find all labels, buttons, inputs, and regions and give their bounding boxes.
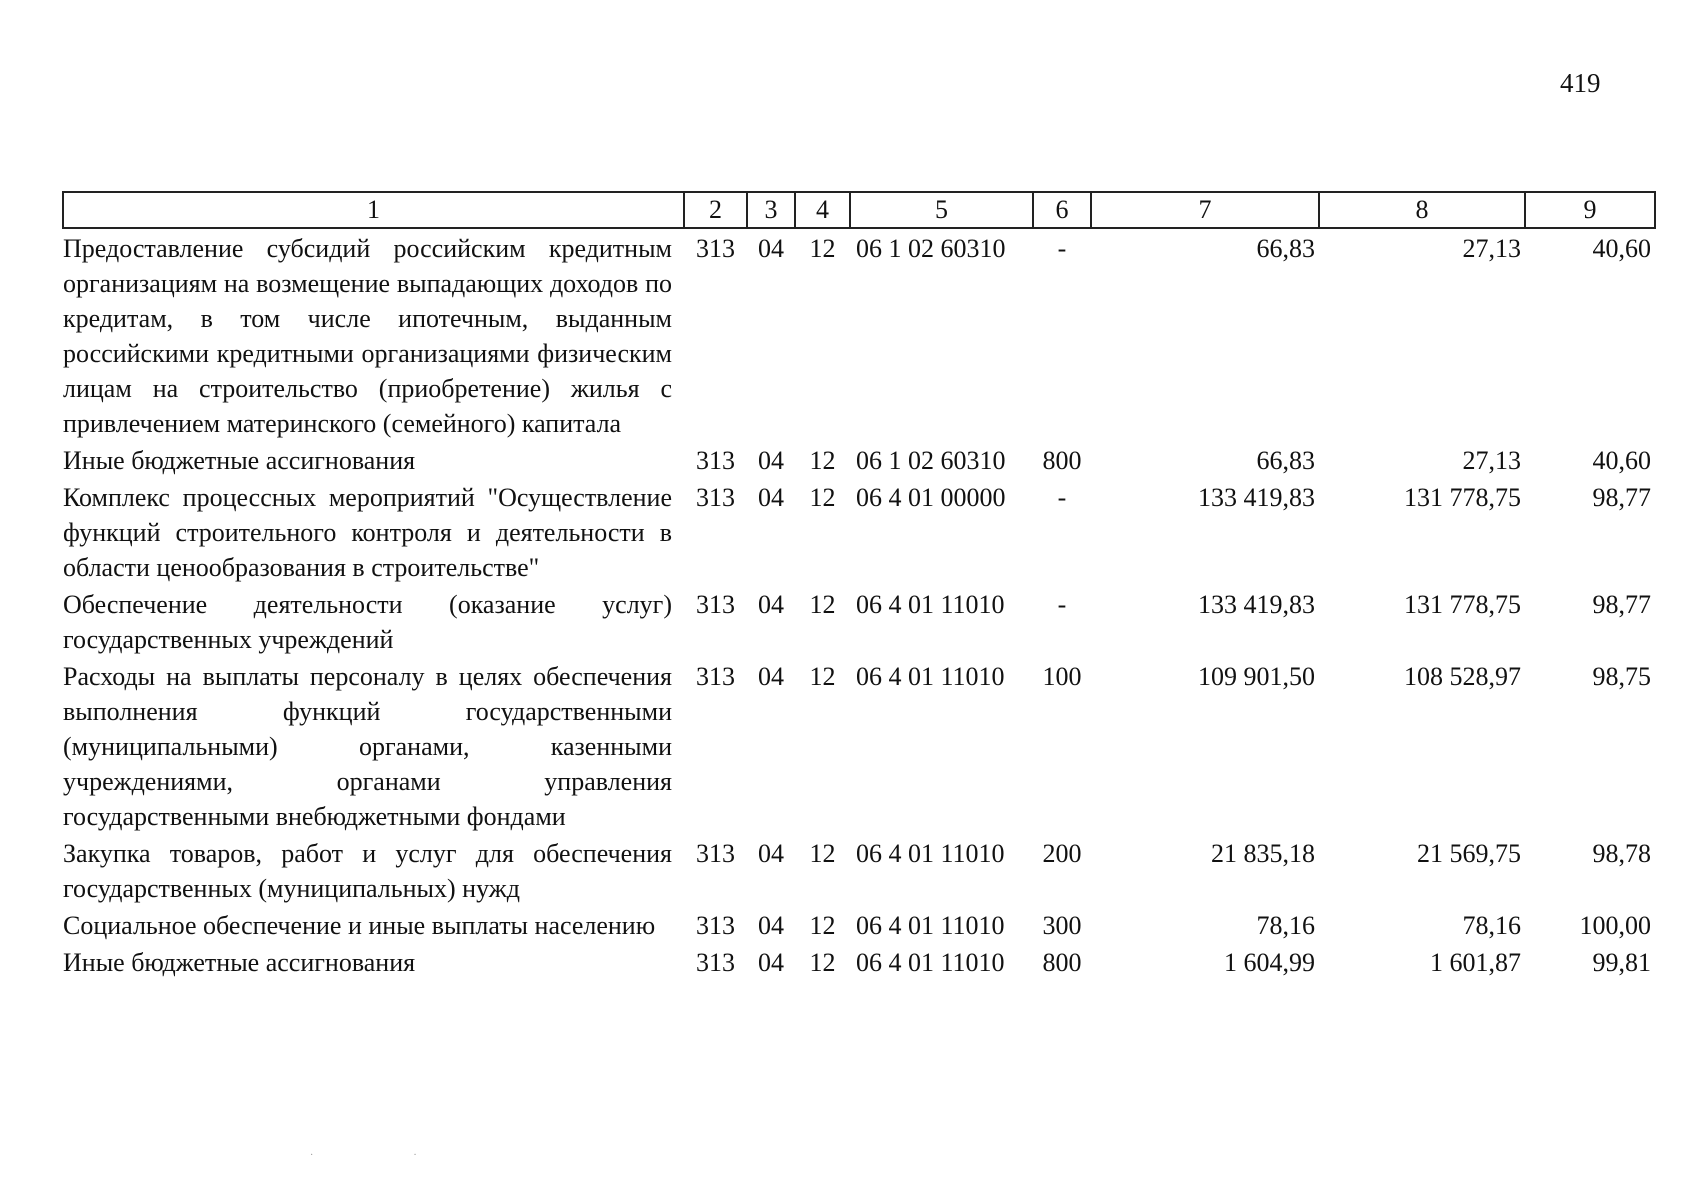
cell-executed: 131 778,75 xyxy=(1404,483,1521,512)
cell-expense-type: 200 xyxy=(1042,839,1082,868)
cell-subsection: 12 xyxy=(809,234,836,263)
header-col-1: 1 xyxy=(63,192,684,228)
cell-target-article: 06 1 02 60310 xyxy=(856,234,1006,263)
cell-percent: 98,77 xyxy=(1592,483,1651,512)
cell-percent: 98,78 xyxy=(1592,839,1651,868)
cell-subsection: 12 xyxy=(809,662,836,691)
cell-planned: 66,83 xyxy=(1256,446,1315,475)
header-col-6: 6 xyxy=(1033,192,1091,228)
cell-planned: 78,16 xyxy=(1256,911,1315,940)
cell-target-article: 06 1 02 60310 xyxy=(856,446,1006,475)
cell-admin-code: 313 xyxy=(696,911,735,940)
cell-section: 04 xyxy=(758,590,784,619)
page-number: 419 xyxy=(1560,68,1601,98)
cell-expense-type: 300 xyxy=(1042,911,1082,940)
cell-subsection: 12 xyxy=(809,590,836,619)
cell-section: 04 xyxy=(758,446,784,475)
cell-section: 04 xyxy=(758,911,784,940)
cell-planned: 133 419,83 xyxy=(1198,590,1315,619)
row-name: Обеспечение деятельности (оказание услуг) государственных учреждений xyxy=(63,590,672,654)
cell-percent: 98,77 xyxy=(1592,590,1651,619)
cell-section: 04 xyxy=(758,234,784,263)
cell-subsection: 12 xyxy=(809,446,836,475)
cell-planned: 1 604,99 xyxy=(1224,948,1315,977)
cell-planned: 66,83 xyxy=(1256,234,1315,263)
header-col-3: 3 xyxy=(747,192,795,228)
table-row xyxy=(63,657,1655,834)
header-col-5: 5 xyxy=(850,192,1033,228)
table-row xyxy=(63,478,1655,585)
cell-subsection: 12 xyxy=(809,839,836,868)
cell-section: 04 xyxy=(758,483,784,512)
cell-admin-code: 313 xyxy=(696,234,735,263)
cell-planned: 133 419,83 xyxy=(1198,483,1315,512)
table-row xyxy=(63,228,1655,441)
cell-admin-code: 313 xyxy=(696,483,735,512)
header-row xyxy=(63,192,1655,228)
cell-subsection: 12 xyxy=(809,911,836,940)
row-name: Иные бюджетные ассигнования xyxy=(63,948,416,977)
cell-expense-type: 800 xyxy=(1042,446,1082,475)
cell-target-article: 06 4 01 00000 xyxy=(856,483,1006,512)
table-header xyxy=(63,192,1655,228)
cell-expense-type: 800 xyxy=(1042,948,1082,977)
row-name: Предоставление субсидий российским кредитным организациям на возмещение выпадающих доходов по кредитам, в том числе ипотечным, выданным российскими кредитными организациями физическим лицам на строительство (приобретение) жилья с привлечением материнского (семейного) капитала xyxy=(63,234,672,438)
cell-admin-code: 313 xyxy=(696,662,735,691)
cell-executed: 27,13 xyxy=(1462,446,1521,475)
header-col-8: 8 xyxy=(1319,192,1525,228)
cell-percent: 98,75 xyxy=(1592,662,1651,691)
scan-specks: · · xyxy=(310,1150,417,1161)
cell-expense-type: - xyxy=(1057,483,1067,512)
cell-section: 04 xyxy=(758,662,784,691)
cell-executed: 131 778,75 xyxy=(1404,590,1521,619)
cell-admin-code: 313 xyxy=(696,446,735,475)
cell-admin-code: 313 xyxy=(696,948,735,977)
cell-admin-code: 313 xyxy=(696,839,735,868)
header-col-4: 4 xyxy=(795,192,850,228)
cell-target-article: 06 4 01 11010 xyxy=(856,948,1005,977)
header-col-9: 9 xyxy=(1525,192,1655,228)
cell-planned: 109 901,50 xyxy=(1198,662,1315,691)
cell-expense-type: - xyxy=(1057,590,1067,619)
header-col-7: 7 xyxy=(1091,192,1319,228)
row-name: Комплекс процессных мероприятий "Осуществление функций строительного контроля и деятельности в области ценообразования в строительстве" xyxy=(63,483,672,582)
cell-percent: 40,60 xyxy=(1592,446,1651,475)
cell-target-article: 06 4 01 11010 xyxy=(856,590,1005,619)
cell-percent: 99,81 xyxy=(1592,948,1651,977)
cell-executed: 1 601,87 xyxy=(1430,948,1521,977)
table-row xyxy=(63,441,1655,478)
cell-executed: 78,16 xyxy=(1462,911,1521,940)
budget-table xyxy=(62,191,1656,980)
cell-target-article: 06 4 01 11010 xyxy=(856,662,1005,691)
row-name: Расходы на выплаты персоналу в целях обеспечения выполнения функций государственными (муниципальными) органами, казенными учреждениями, органами управления государственными внебюджетными фондами xyxy=(63,662,672,831)
cell-target-article: 06 4 01 11010 xyxy=(856,839,1005,868)
cell-subsection: 12 xyxy=(809,483,836,512)
row-name: Иные бюджетные ассигнования xyxy=(63,446,416,475)
cell-executed: 27,13 xyxy=(1462,234,1521,263)
cell-subsection: 12 xyxy=(809,948,836,977)
cell-executed: 21 569,75 xyxy=(1417,839,1521,868)
table-row xyxy=(63,834,1655,906)
cell-target-article: 06 4 01 11010 xyxy=(856,911,1005,940)
cell-planned: 21 835,18 xyxy=(1211,839,1315,868)
header-col-2: 2 xyxy=(684,192,747,228)
cell-section: 04 xyxy=(758,839,784,868)
cell-section: 04 xyxy=(758,948,784,977)
table-row xyxy=(63,943,1655,980)
cell-percent: 100,00 xyxy=(1579,911,1651,940)
cell-expense-type: 100 xyxy=(1042,662,1082,691)
table-row xyxy=(63,585,1655,657)
table-body xyxy=(63,228,1655,980)
cell-percent: 40,60 xyxy=(1592,234,1651,263)
table-row xyxy=(63,906,1655,943)
cell-admin-code: 313 xyxy=(696,590,735,619)
cell-executed: 108 528,97 xyxy=(1404,662,1521,691)
cell-expense-type: - xyxy=(1057,234,1067,263)
row-name: Закупка товаров, работ и услуг для обеспечения государственных (муниципальных) нужд xyxy=(63,839,672,903)
row-name: Социальное обеспечение и иные выплаты населению xyxy=(63,911,656,940)
